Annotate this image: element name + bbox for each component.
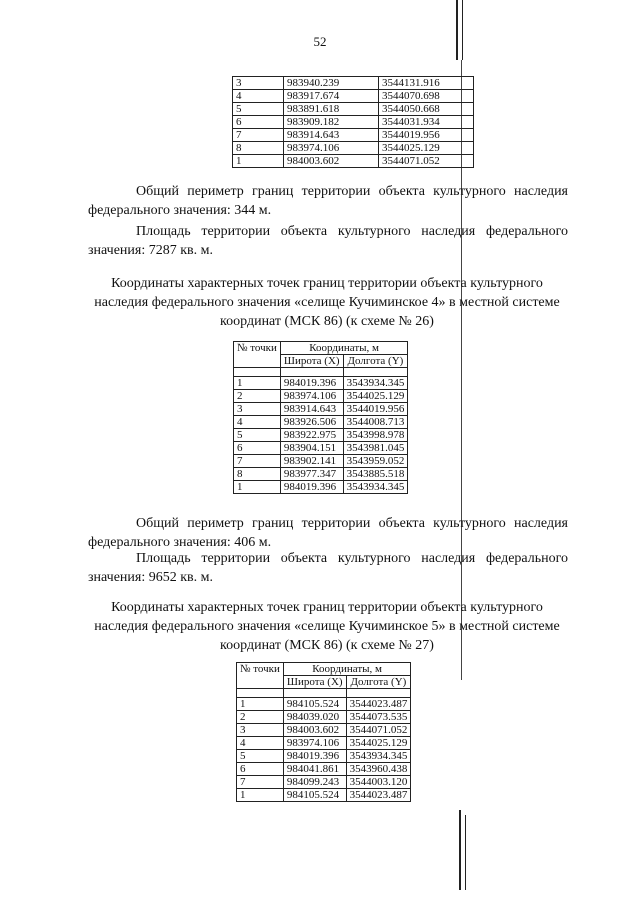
table-row: 1 984019.396 3543934.345 xyxy=(234,481,408,494)
table-header-spacer xyxy=(237,689,411,698)
scan-artifact-line xyxy=(459,810,461,890)
table-row: 1 984003.602 3544071.052 xyxy=(233,155,474,168)
table-row: 7 983914.643 3544019.956 xyxy=(233,129,474,142)
page-number: 52 xyxy=(313,34,327,49)
area-paragraph: Площадь территории объекта культурного наследия федерального значения: 7287 кв. м. xyxy=(88,224,568,258)
column-header-y: Долгота (Y) xyxy=(346,676,411,689)
table-header-spacer xyxy=(234,368,408,377)
table-row: 3 983940.239 3544131.916 xyxy=(233,77,474,90)
table-row: 6 984041.861 3543960.438 xyxy=(237,763,411,776)
table-header-row xyxy=(237,663,411,676)
scan-artifact-line xyxy=(462,0,463,60)
table-row: 8 983977.347 3543885.518 xyxy=(234,468,408,481)
column-header-coordinates: Координаты, м xyxy=(280,342,407,355)
area-paragraph: Площадь территории объекта культурного наследия федерального значения: 9652 кв. м. xyxy=(88,551,568,585)
table-row: 4 983926.506 3544008.713 xyxy=(234,416,408,429)
table-row: 5 983922.975 3543998.978 xyxy=(234,429,408,442)
perimeter-paragraph: Общий периметр границ территории объекта культурного наследия федерального значения: 344 м. xyxy=(88,184,568,218)
perimeter-paragraph: Общий периметр границ территории объекта культурного наследия федерального значения: 406 м. xyxy=(88,516,568,550)
column-header-point: № точки xyxy=(234,342,281,368)
table-row: 3 984003.602 3544071.052 xyxy=(237,724,411,737)
table-row: 2 984039.020 3544073.535 xyxy=(237,711,411,724)
table-header-row xyxy=(234,342,408,355)
table-row: 7 984099.243 3544003.120 xyxy=(237,776,411,789)
table-row: 1 984019.396 3543934.345 xyxy=(234,377,408,390)
table-row: 1 984105.524 3544023.487 xyxy=(237,698,411,711)
column-header-coordinates: Координаты, м xyxy=(283,663,410,676)
section-heading: Координаты характерных точек границ территории объекта культурного наследия федерального значения «селище Кучиминское 4» в местной системе координат (МСК 86) (к схеме № 26) xyxy=(94,276,560,329)
column-header-y: Долгота (Y) xyxy=(343,355,408,368)
coordinates-table xyxy=(236,662,411,802)
table-row: 7 983902.141 3543959.052 xyxy=(234,455,408,468)
section-heading: Координаты характерных точек границ территории объекта культурного наследия федерального значения «селище Кучиминское 5» в местной системе координат (МСК 86) (к схеме № 27) xyxy=(94,600,560,653)
table-row: 4 983974.106 3544025.129 xyxy=(237,737,411,750)
table-row: 5 984019.396 3543934.345 xyxy=(237,750,411,763)
coordinates-table xyxy=(233,341,408,494)
table-row: 4 983917.674 3544070.698 xyxy=(233,90,474,103)
table-row: 6 983909.182 3544031.934 xyxy=(233,116,474,129)
column-header-x: Широта (X) xyxy=(283,676,346,689)
scan-artifact-line xyxy=(456,0,458,60)
column-header-x: Широта (X) xyxy=(280,355,343,368)
table-row: 3 983914.643 3544019.956 xyxy=(234,403,408,416)
column-header-point: № точки xyxy=(237,663,284,689)
table-row: 1 984105.524 3544023.487 xyxy=(237,789,411,802)
table-row: 8 983974.106 3544025.129 xyxy=(233,142,474,155)
coordinates-table-continued xyxy=(232,76,474,168)
table-row: 2 983974.106 3544025.129 xyxy=(234,390,408,403)
scan-artifact-line xyxy=(465,815,466,890)
table-row: 6 983904.151 3543981.045 xyxy=(234,442,408,455)
table-row: 5 983891.618 3544050.668 xyxy=(233,103,474,116)
